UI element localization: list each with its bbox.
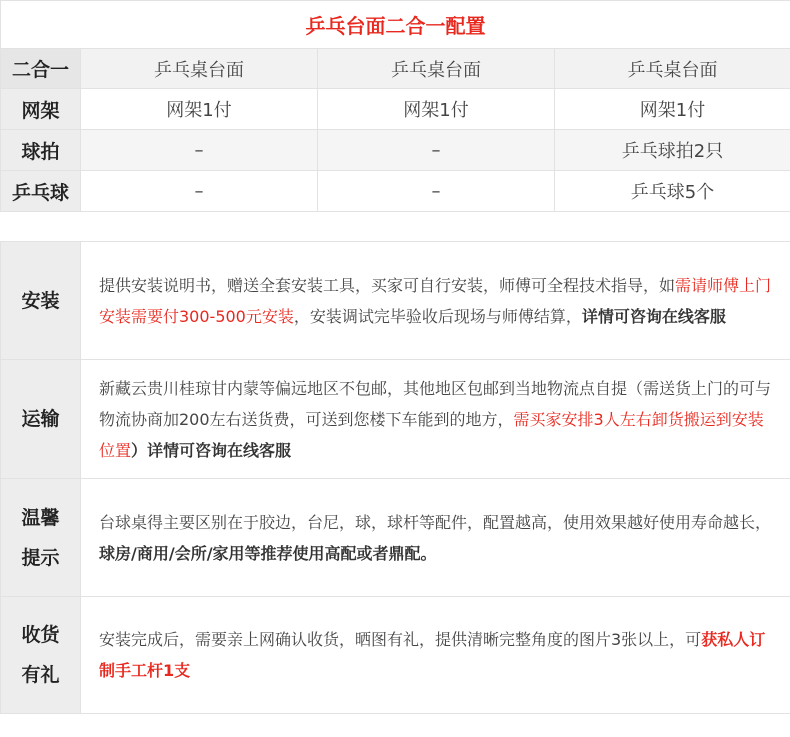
gift-text-1: 安装完成后，需要亲上网确认收货，晒图有礼，提供清晰完整角度的图片3张以上，可: [99, 630, 702, 649]
install-price-note: 需请师傅上门安装需要付300-500元安装: [99, 275, 772, 326]
shipping-text-1: 新藏云贵川桂琼甘内蒙等偏远地区不包邮，其他地区包邮到当地物流点自提（需送货上门的可与物流协商加200左右送货费，可送到您楼下车能到的地方，: [99, 378, 772, 429]
tips-recommend-note: 球房/商用/会所/家用等推荐使用高配或者鼎配。: [99, 543, 437, 563]
install-contact-note: 详情可咨询在线客服: [581, 306, 726, 326]
service-row-gift: [1, 597, 790, 714]
tips-text: [81, 479, 790, 597]
gift-label: [1, 597, 81, 714]
row-label: 乒乓球: [1, 171, 81, 212]
shipping-text: [81, 360, 790, 479]
config-cell: –: [318, 171, 555, 212]
install-text-1: 提供安装说明书，赠送全套安装工具，买家可自行安装，师傅可全程技术指导，如: [99, 275, 676, 295]
gift-reward-note: 获私人订制手工杆1支: [99, 630, 766, 680]
install-label: 安装: [1, 242, 81, 360]
install-text-2: ，安装调试完毕验收后现场与师傅结算，: [293, 306, 582, 326]
config-cell: 网架1付: [81, 89, 318, 130]
gift-label-line1: 收货: [21, 624, 60, 646]
config-cell: 乒乓球拍2只: [555, 130, 790, 171]
row-label: 球拍: [1, 130, 81, 171]
gift-label-line2: 有礼: [21, 664, 60, 686]
config-cell: 乒乓球5个: [555, 171, 790, 212]
config-cell: –: [81, 171, 318, 212]
config-cell: –: [81, 130, 318, 171]
config-cell: 网架1付: [318, 89, 555, 130]
tips-label-line1: 温馨: [21, 506, 60, 529]
gift-text: [81, 597, 790, 714]
service-row-tips: [1, 479, 790, 597]
config-cell: –: [318, 130, 555, 171]
config-cell: 乒乓桌台面: [318, 49, 555, 89]
config-cell: 乒乓桌台面: [81, 49, 318, 89]
config-row-paddle: [1, 130, 790, 171]
install-text: [81, 242, 790, 360]
row-label: 二合一: [1, 49, 81, 89]
config-row-two-in-one: [1, 49, 790, 89]
service-row-shipping: [1, 360, 790, 479]
service-row-install: [1, 242, 790, 360]
config-title: 乒乓台面二合一配置: [1, 1, 790, 49]
tips-label-line2: 提示: [21, 546, 60, 569]
config-table: [0, 0, 790, 212]
shipping-label: 运输: [1, 360, 81, 479]
service-table: [0, 241, 790, 714]
tips-label: [1, 479, 81, 597]
tips-text-1: 台球桌得主要区别在于胶边，台尼，球，球杆等配件，配置越高，使用效果越好使用寿命越长，: [99, 512, 772, 532]
config-row-net: [1, 89, 790, 130]
config-cell: 网架1付: [555, 89, 790, 130]
row-label: 网架: [1, 89, 81, 130]
config-row-ball: [1, 171, 790, 212]
shipping-unload-note: 需买家安排3人左右卸货搬运到安装位置: [99, 409, 764, 460]
shipping-contact-note: ）详情可咨询在线客服: [131, 440, 292, 460]
config-cell: 乒乓桌台面: [555, 49, 790, 89]
